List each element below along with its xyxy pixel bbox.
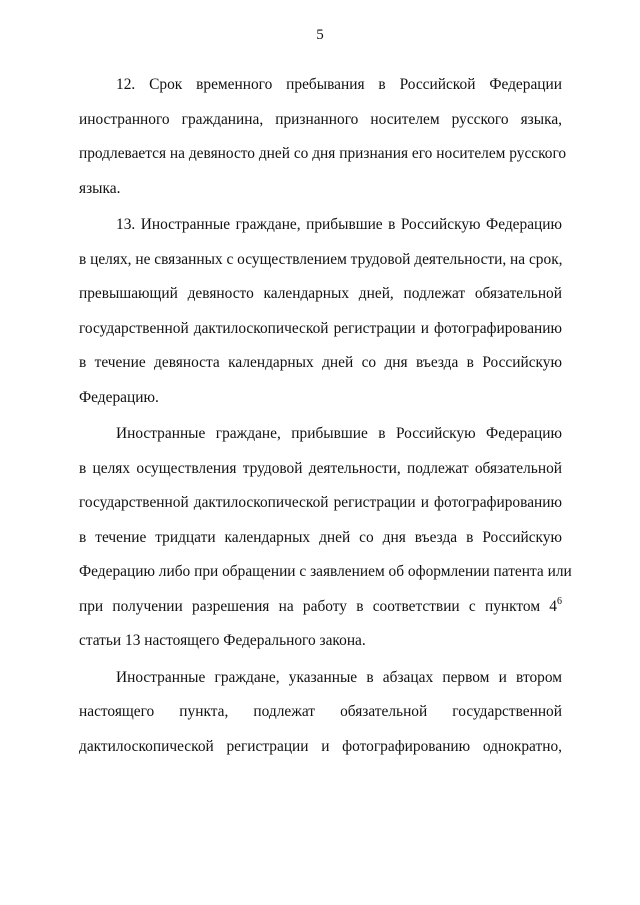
paragraph-13-second <box>79 417 572 659</box>
text-line: в целях осуществления трудовой деятельности, подлежат обязательной <box>79 459 562 477</box>
paragraph-13 <box>79 208 562 415</box>
text-line: дактилоскопической регистрации и фотографированию однократно, <box>79 737 562 755</box>
text-line: 12. Срок временного пребывания в Российской Федерации <box>116 76 562 93</box>
page-number: 5 <box>316 27 324 43</box>
text-line: Федерацию либо при обращении с заявлением об оформлении патента или <box>79 563 572 580</box>
paragraph-13-third <box>79 661 562 765</box>
text-line: государственной дактилоскопической регистрации и фотографированию <box>79 494 562 511</box>
text-line-with-superscript <box>79 590 562 625</box>
text-line: иностранного гражданина, признанного носителем русского языка, <box>79 110 562 128</box>
text-line: в течение тридцати календарных дней со дня въезда в Российскую <box>79 528 562 546</box>
text-line: продлевается на девяносто дней со дня признания его носителем русского <box>79 145 567 162</box>
text-line: Федерацию. <box>79 388 159 406</box>
document-body <box>79 68 572 764</box>
text-line: государственной дактилоскопической регистрации и фотографированию <box>79 319 562 337</box>
text-line: в течение девяноста календарных дней со дня въезда в Российскую <box>79 354 562 371</box>
text-line: превышающий девяносто календарных дней, подлежат обязательной <box>79 285 562 302</box>
text-line: в целях, не связанных с осуществлением трудовой деятельности, на срок, <box>79 250 563 268</box>
text-line: при получении разрешения на работу в соответствии с пунктом 4 <box>79 597 557 615</box>
text-line: Иностранные граждане, прибывшие в Российскую Федерацию <box>116 425 562 442</box>
text-line: статьи 13 настоящего Федерального закона. <box>79 632 366 649</box>
text-line: языка. <box>79 179 121 197</box>
text-line: настоящего пункта, подлежат обязательной государственной <box>79 703 562 720</box>
paragraph-12 <box>79 68 567 206</box>
superscript: 6 <box>557 595 562 607</box>
text-line: 13. Иностранные граждане, прибывшие в Российскую Федерацию <box>116 216 562 233</box>
text-line: Иностранные граждане, указанные в абзацах первом и втором <box>116 668 562 686</box>
